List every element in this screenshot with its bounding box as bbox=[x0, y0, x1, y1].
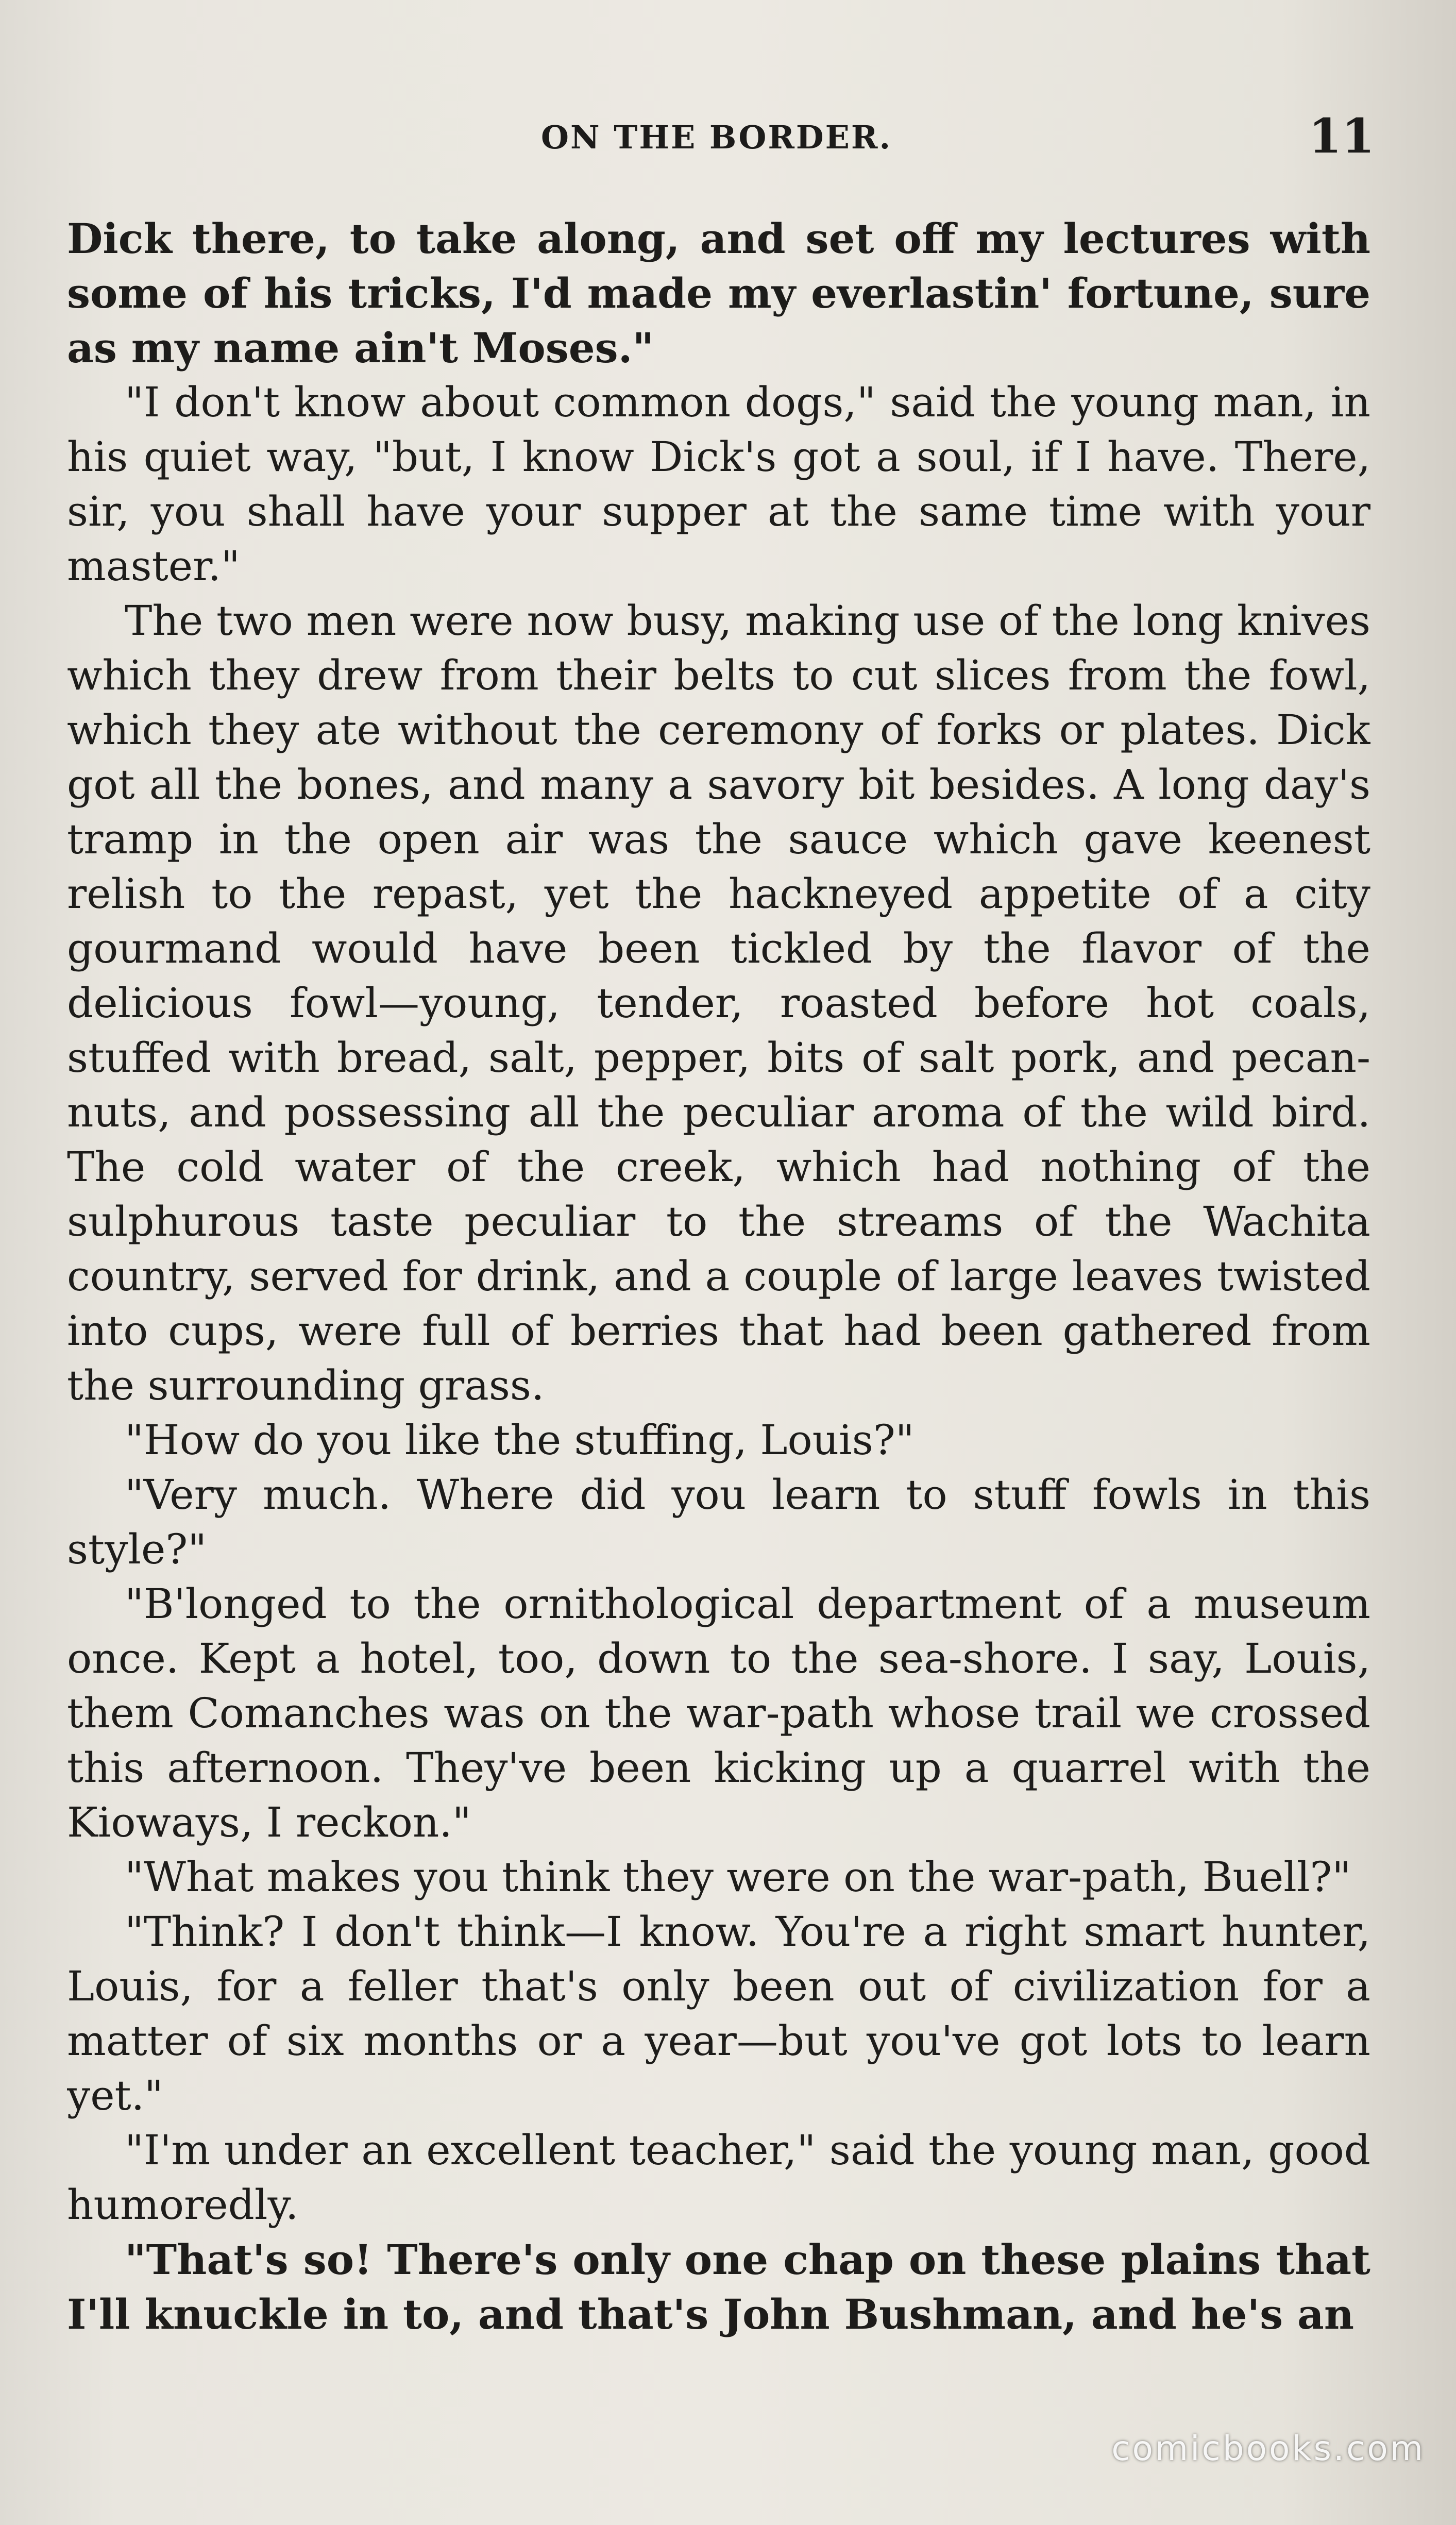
page-number: 11 bbox=[1309, 108, 1375, 164]
paragraph: The two men were now busy, making use of the long knives which they drew from their belts to cut slices from the fowl, which they ate without the ceremony of forks or plates. Dick got all the bones, and many a savory bit besides. A long day's tramp in the open air was the sauce which gave keenest relish to the repast, yet the hackneyed appetite of a city gourmand would have been tickled by the flavor of the delicious fowl—young, tender, roasted before hot coals, stuffed with bread, salt, pepper, bits of salt pork, and pecan-nuts, and possessing all the peculiar aroma of the wild bird. The cold water of the creek, which had nothing of the sulphurous taste peculiar to the streams of the Wachita country, served for drink, and a couple of large leaves twisted into cups, were full of berries that had been gathered from the surrounding grass. bbox=[67, 597, 1370, 1409]
paragraph: "Think? I don't think—I know. You're a right smart hunter, Louis, for a feller that's only been out of civilization for a matter of six months or a year—but you've got lots to learn yet." bbox=[67, 1908, 1370, 2119]
watermark: comicbooks.com bbox=[1111, 2429, 1425, 2468]
paragraph: Dick there, to take along, and set off my lectures with some of his tricks, I'd made my everlastin' fortune, sure as my name ain't Moses." bbox=[67, 214, 1370, 372]
running-title: ON THE BORDER. bbox=[541, 119, 892, 156]
paragraph: "I don't know about common dogs," said the young man, in his quiet way, "but, I know Dick's got a soul, if I have. There, sir, you shall have your supper at the same time with your master." bbox=[67, 378, 1370, 590]
body-text bbox=[67, 211, 1370, 2417]
page-header bbox=[0, 108, 1456, 170]
paragraph: "That's so! There's only one chap on these plains that I'll knuckle in to, and that's John Bushman, and he's an bbox=[67, 2235, 1370, 2338]
paragraph: "I'm under an excellent teacher," said the young man, good humoredly. bbox=[67, 2126, 1370, 2229]
paragraph: "Very much. Where did you learn to stuff fowls in this style?" bbox=[67, 1471, 1370, 1573]
paragraph: "What makes you think they were on the war-path, Buell?" bbox=[125, 1853, 1351, 1901]
paragraph: "B'longed to the ornithological department of a museum once. Kept a hotel, too, down to the sea-shore. I say, Louis, them Comanches was on the war-path whose trail we crossed this afternoon. They've been kicking up a quarrel with the Kioways, I reckon." bbox=[67, 1580, 1370, 1846]
paragraph: "How do you like the stuffing, Louis?" bbox=[125, 1416, 915, 1464]
